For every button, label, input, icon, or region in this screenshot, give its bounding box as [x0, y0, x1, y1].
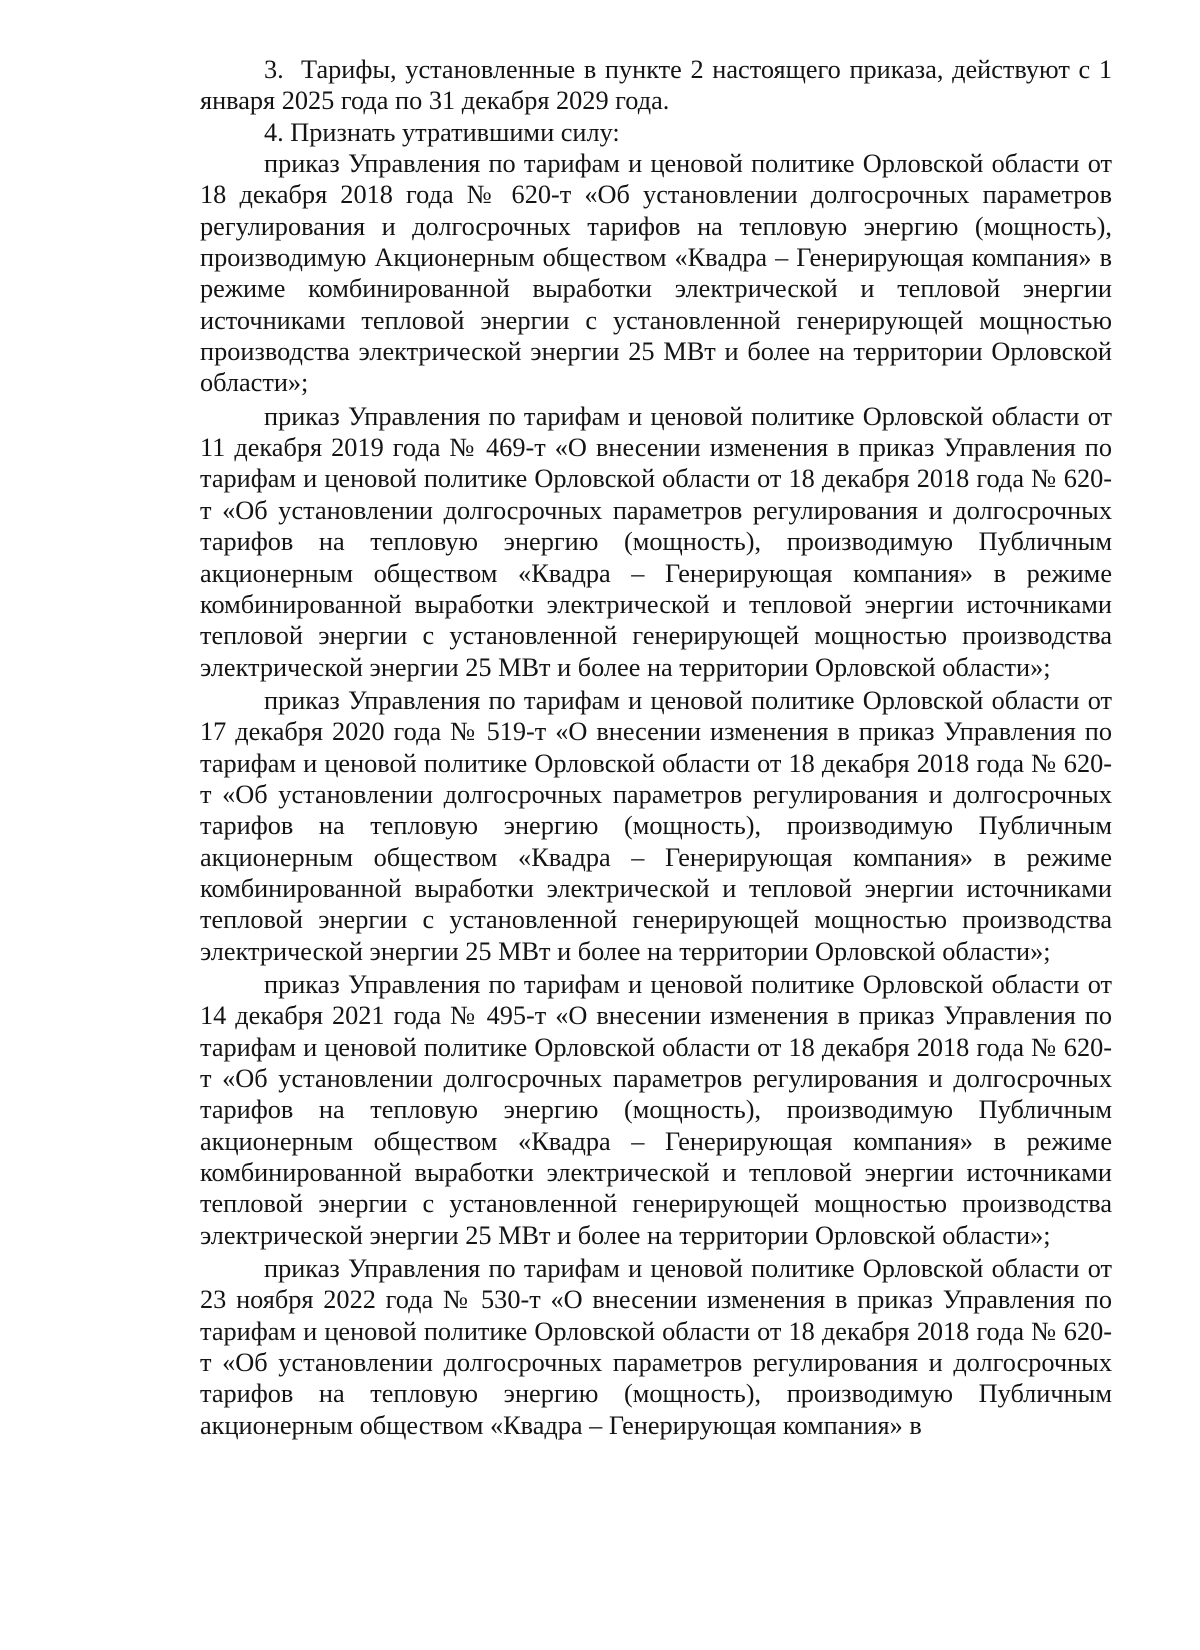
- repealed-order-2018-paragraph: приказ Управления по тарифам и ценовой политике Орловской области от 18 декабря 2018 года № 620-т «Об установлении долгосрочных параметров регулирования и долгосрочных тарифов на тепловую энергию (мощность), производимую Акционерным обществом «Квадра – Генерирующая компания» в режиме комбинированной выработки электрической и тепловой энергии источниками тепловой энергии с установленной генерирующей мощностью производства электрической энергии 25 МВт и более на территории Орловской области»;: [200, 149, 1112, 398]
- document-body: [200, 54, 1112, 1441]
- repealed-order-2022-paragraph: приказ Управления по тарифам и ценовой политике Орловской области от 23 ноября 2022 года № 530-т «О внесении изменения в приказ Управления по тарифам и ценовой политике Орловской области от 18 декабря 2018 года № 620-т «Об установлении долгосрочных параметров регулирования и долгосрочных тарифов на тепловую энергию (мощность), производимую Публичным акционерным обществом «Квадра – Генерирующая компания» в: [200, 1254, 1112, 1440]
- repealed-order-2021-paragraph: приказ Управления по тарифам и ценовой политике Орловской области от 14 декабря 2021 года № 495-т «О внесении изменения в приказ Управления по тарифам и ценовой политике Орловской области от 18 декабря 2018 года № 620-т «Об установлении долгосрочных параметров регулирования и долгосрочных тарифов на тепловую энергию (мощность), производимую Публичным акционерным обществом «Квадра – Генерирующая компания» в режиме комбинированной выработки электрической и тепловой энергии источниками тепловой энергии с установленной генерирующей мощностью производства электрической энергии 25 МВт и более на территории Орловской области»;: [200, 969, 1112, 1250]
- clause-4-paragraph: 4. Признать утратившими силу:: [264, 117, 620, 147]
- repealed-order-2020-paragraph: приказ Управления по тарифам и ценовой политике Орловской области от 17 декабря 2020 года № 519-т «О внесении изменения в приказ Управления по тарифам и ценовой политике Орловской области от 18 декабря 2018 года № 620-т «Об установлении долгосрочных параметров регулирования и долгосрочных тарифов на тепловую энергию (мощность), производимую Публичным акционерным обществом «Квадра – Генерирующая компания» в режиме комбинированной выработки электрической и тепловой энергии источниками тепловой энергии с установленной генерирующей мощностью производства электрической энергии 25 МВт и более на территории Орловской области»;: [200, 685, 1112, 966]
- repealed-order-2019-paragraph: приказ Управления по тарифам и ценовой политике Орловской области от 11 декабря 2019 года № 469-т «О внесении изменения в приказ Управления по тарифам и ценовой политике Орловской области от 18 декабря 2018 года № 620-т «Об установлении долгосрочных параметров регулирования и долгосрочных тарифов на тепловую энергию (мощность), производимую Публичным акционерным обществом «Квадра – Генерирующая компания» в режиме комбинированной выработки электрической и тепловой энергии источниками тепловой энергии с установленной генерирующей мощностью производства электрической энергии 25 МВт и более на территории Орловской области»;: [200, 401, 1112, 682]
- clause-3-paragraph: 3. Тарифы, установленные в пункте 2 настоящего приказа, действуют с 1 января 2025 года по 31 декабря 2029 года.: [200, 55, 1112, 116]
